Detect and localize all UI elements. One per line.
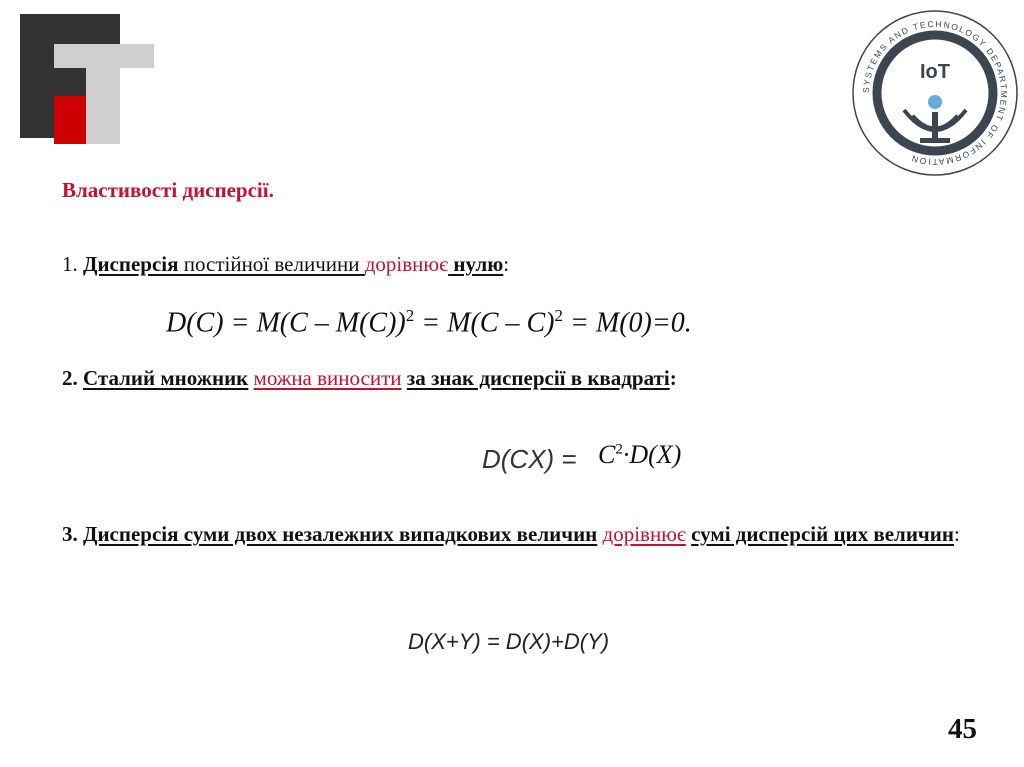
property-1-term: Дисперсія — [83, 252, 179, 276]
property-1-highlight: дорівнює — [364, 252, 449, 276]
property-3: 3. Дисперсія суми двох незалежних випадкових величин дорівнює сумі дисперсій цих величин: — [62, 522, 960, 546]
seal-center-text: IoT — [920, 61, 950, 83]
property-1: 1. Дисперсія постійної величини дорівнює нулю: — [62, 252, 510, 276]
formula-2-right: $C^2\cdot D(X)$ — [598, 440, 682, 469]
svg-text:SYSTEMS AND TECHNOLOGY DEPARTM — [861, 19, 1009, 167]
property-2: 2. Сталий множник можна виносити за знак дисперсії в квадраті: — [62, 366, 677, 390]
seal-ring-text: SYSTEMS AND TECHNOLOGY DEPARTMENT OF INFORMATION — [860, 18, 1010, 168]
formula-1: D(C) = M(C – M(C))$^2$ = M(C – C)$^2$ = M(0)=0. — [166, 306, 692, 339]
page-number: 45 — [948, 713, 977, 745]
property-2-highlight: можна виносити — [253, 366, 402, 390]
iot-department-seal-icon — [850, 8, 1020, 178]
property-3-number: 3. — [62, 522, 78, 546]
ft-logo-icon — [20, 14, 154, 148]
slide-title: Властивості дисперсії. — [62, 178, 274, 202]
formula-3: D(X+Y) = D(X)+D(Y) — [408, 629, 610, 654]
property-3-highlight: дорівнює — [602, 522, 686, 546]
property-1-number: 1 — [62, 252, 73, 276]
formula-2-left: D(CX) = — [482, 444, 577, 474]
property-2-number: 2. — [62, 366, 78, 390]
